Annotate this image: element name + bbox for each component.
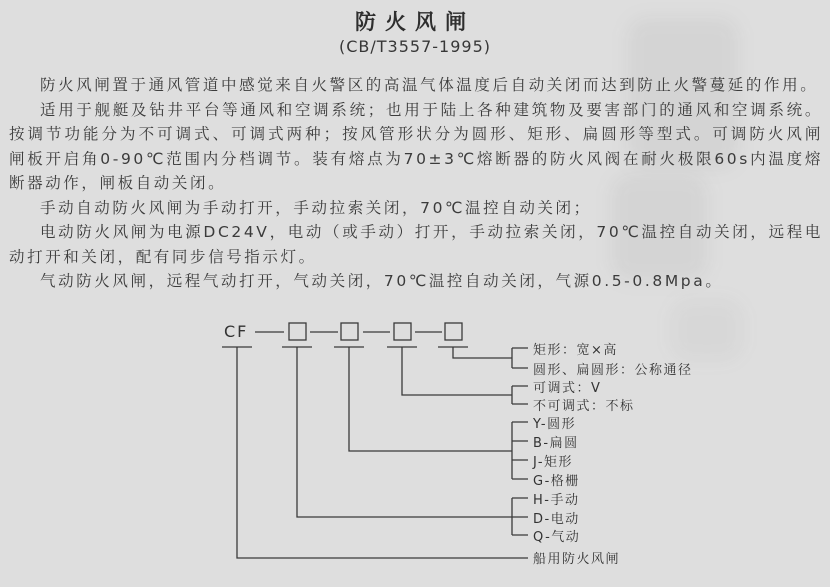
paragraph-function: 防火风闸置于通风管道中感觉来自火警区的高温气体温度后自动关闭而达到防止火警蔓延的作用。 [40,76,819,94]
diagram-label-non-adjustable: 不可调式：不标 [533,399,635,414]
scan-artifact [672,300,742,360]
diagram-label-grille: G-格栅 [533,474,580,489]
code-box [341,323,358,340]
diagram-label-electric: D-电动 [533,512,580,527]
diagram-label-round: Y-圆形 [533,417,577,432]
code-box [289,323,306,340]
branch-base [237,347,528,558]
diagram-label-manual: H-手动 [533,493,580,508]
paragraph-manual-type: 手动自动防火风闸为手动打开，手动拉索关闭，70℃温控自动关闭； [40,198,592,217]
branch-drive-type [297,347,528,535]
branch-duct-shape [349,347,528,479]
document-body [9,73,823,294]
paragraph-electric-type: 电动防火风闸为电源DC24V，电动（或手动）打开，手动拉索关闭，70℃温控自动关闭，远程电动打开和关闭，配有同步信号指示灯。 [9,223,823,266]
code-box [394,323,411,340]
branch-adjustability [402,347,528,404]
paragraph-application: 适用于舰艇及钻井平台等通风和空调系统；也用于陆上各种建筑物及要害部门的通风和空调系统。按调节功能分为不可调式、可调式两种；按风管形状分为圆形、矩形、扁圆形等型式。可调防火风闸闸板开启角0-90℃范围内分档调节。装有熔点为70±3℃熔断器的防火风阀在耐火极限60s内温度熔断器动作，闸板自动关闭。 [9,100,823,192]
paragraph-pneumatic-type: 气动防火风闸，远程气动打开，气动关闭，70℃温控自动关闭，气源0.5-0.8Mpa。 [40,272,724,290]
standard-code: (CB/T3557-1995) [338,37,491,56]
code-box [445,323,462,340]
model-code-prefix: CF [224,322,249,341]
diagram-label-rectangular: J-矩形 [533,455,574,470]
diagram-label-pneumatic: Q-气动 [533,530,581,545]
document-title: 防火风闸 [355,10,475,34]
diagram-label-adjustable: 可调式：V [533,381,602,396]
diagram-label-round-size: 圆形、扁圆形：公称通径 [533,363,693,378]
diagram-label-ship-fire-damper: 船用防火风闸 [533,552,621,567]
branch-size-spec [453,347,528,368]
diagram-label-rect-size: 矩形：宽×高 [533,343,618,358]
diagram-label-flat-oval: B-扁圆 [533,436,579,451]
